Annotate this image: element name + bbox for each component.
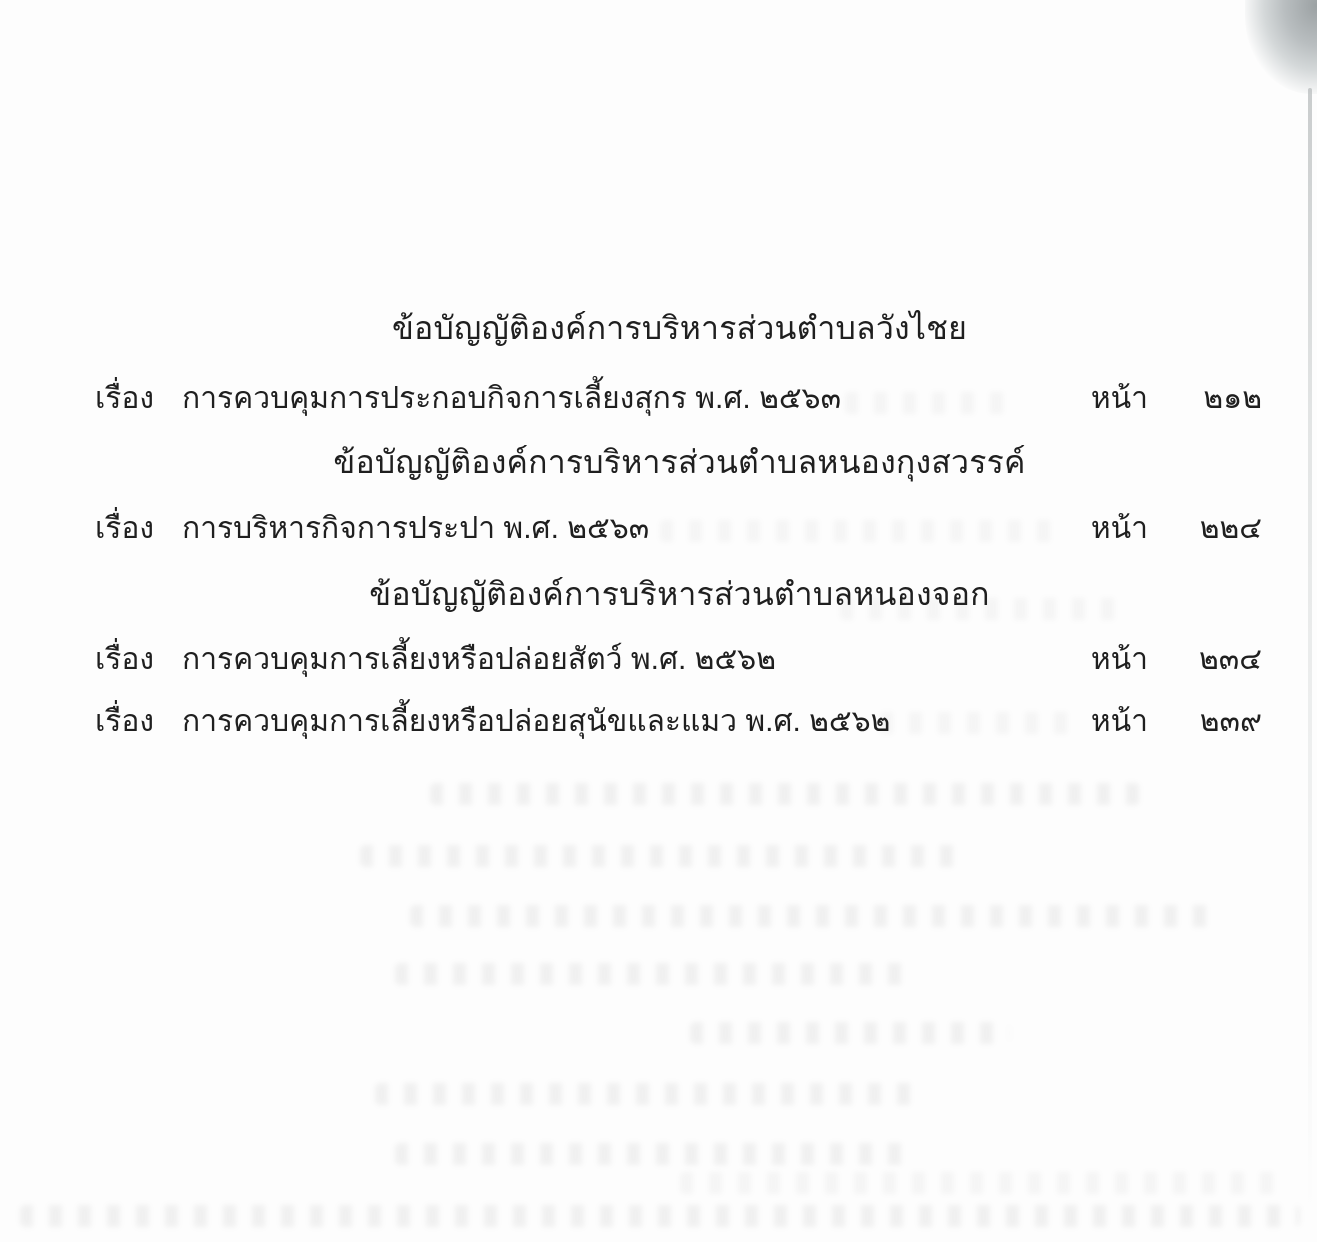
page-label: หน้า <box>1090 512 1148 545</box>
section-heading: ข้อบัญญัติองค์การบริหารส่วนตำบลหนองกุงสวรรค์ <box>333 444 1026 480</box>
page-number: ๒๑๒ <box>1203 382 1262 415</box>
entry-label: เรื่อง <box>95 705 155 738</box>
page-label: หน้า <box>1090 643 1148 676</box>
bleedthrough-smudge <box>430 783 1140 805</box>
page-curl-shadow <box>1245 0 1317 94</box>
bleedthrough-smudge <box>360 845 960 867</box>
entry-title: การบริหารกิจการประปา พ.ศ. ๒๕๖๓ <box>182 512 650 545</box>
toc-entry <box>95 375 1262 423</box>
entry-title: การควบคุมการเลี้ยงหรือปล่อยสุนัขและแมว พ.ศ. ๒๕๖๒ <box>182 705 891 738</box>
bleedthrough-smudge <box>395 1143 905 1165</box>
bleedthrough-smudge <box>395 963 905 985</box>
page-number: ๒๒๔ <box>1199 512 1262 545</box>
section-heading: ข้อบัญญัติองค์การบริหารส่วนตำบลหนองจอก <box>369 576 990 612</box>
bleedthrough-smudge <box>680 1172 1280 1194</box>
entry-label: เรื่อง <box>95 643 155 676</box>
section-heading: ข้อบัญญัติองค์การบริหารส่วนตำบลวังไชย <box>391 310 968 346</box>
bleedthrough-smudge <box>690 1022 1010 1044</box>
entry-title: การควบคุมการเลี้ยงหรือปล่อยสัตว์ พ.ศ. ๒๕๖๒ <box>182 643 776 676</box>
page-edge-shadow <box>1308 88 1312 1212</box>
toc-entry <box>95 636 1262 684</box>
entry-label: เรื่อง <box>95 382 155 415</box>
bleedthrough-smudge <box>375 1083 920 1105</box>
entry-label: เรื่อง <box>95 512 155 545</box>
entry-title: การควบคุมการประกอบกิจการเลี้ยงสุกร พ.ศ. ๒๕๖๓ <box>182 382 842 415</box>
toc-entry <box>95 698 1262 746</box>
page-label: หน้า <box>1090 382 1148 415</box>
bleedthrough-smudge <box>410 905 1210 927</box>
page-number: ๒๓๔ <box>1199 643 1262 676</box>
toc-entry <box>95 505 1262 553</box>
bleedthrough-smudge <box>20 1205 1300 1227</box>
page-number: ๒๓๙ <box>1199 705 1262 738</box>
page-label: หน้า <box>1090 705 1148 738</box>
